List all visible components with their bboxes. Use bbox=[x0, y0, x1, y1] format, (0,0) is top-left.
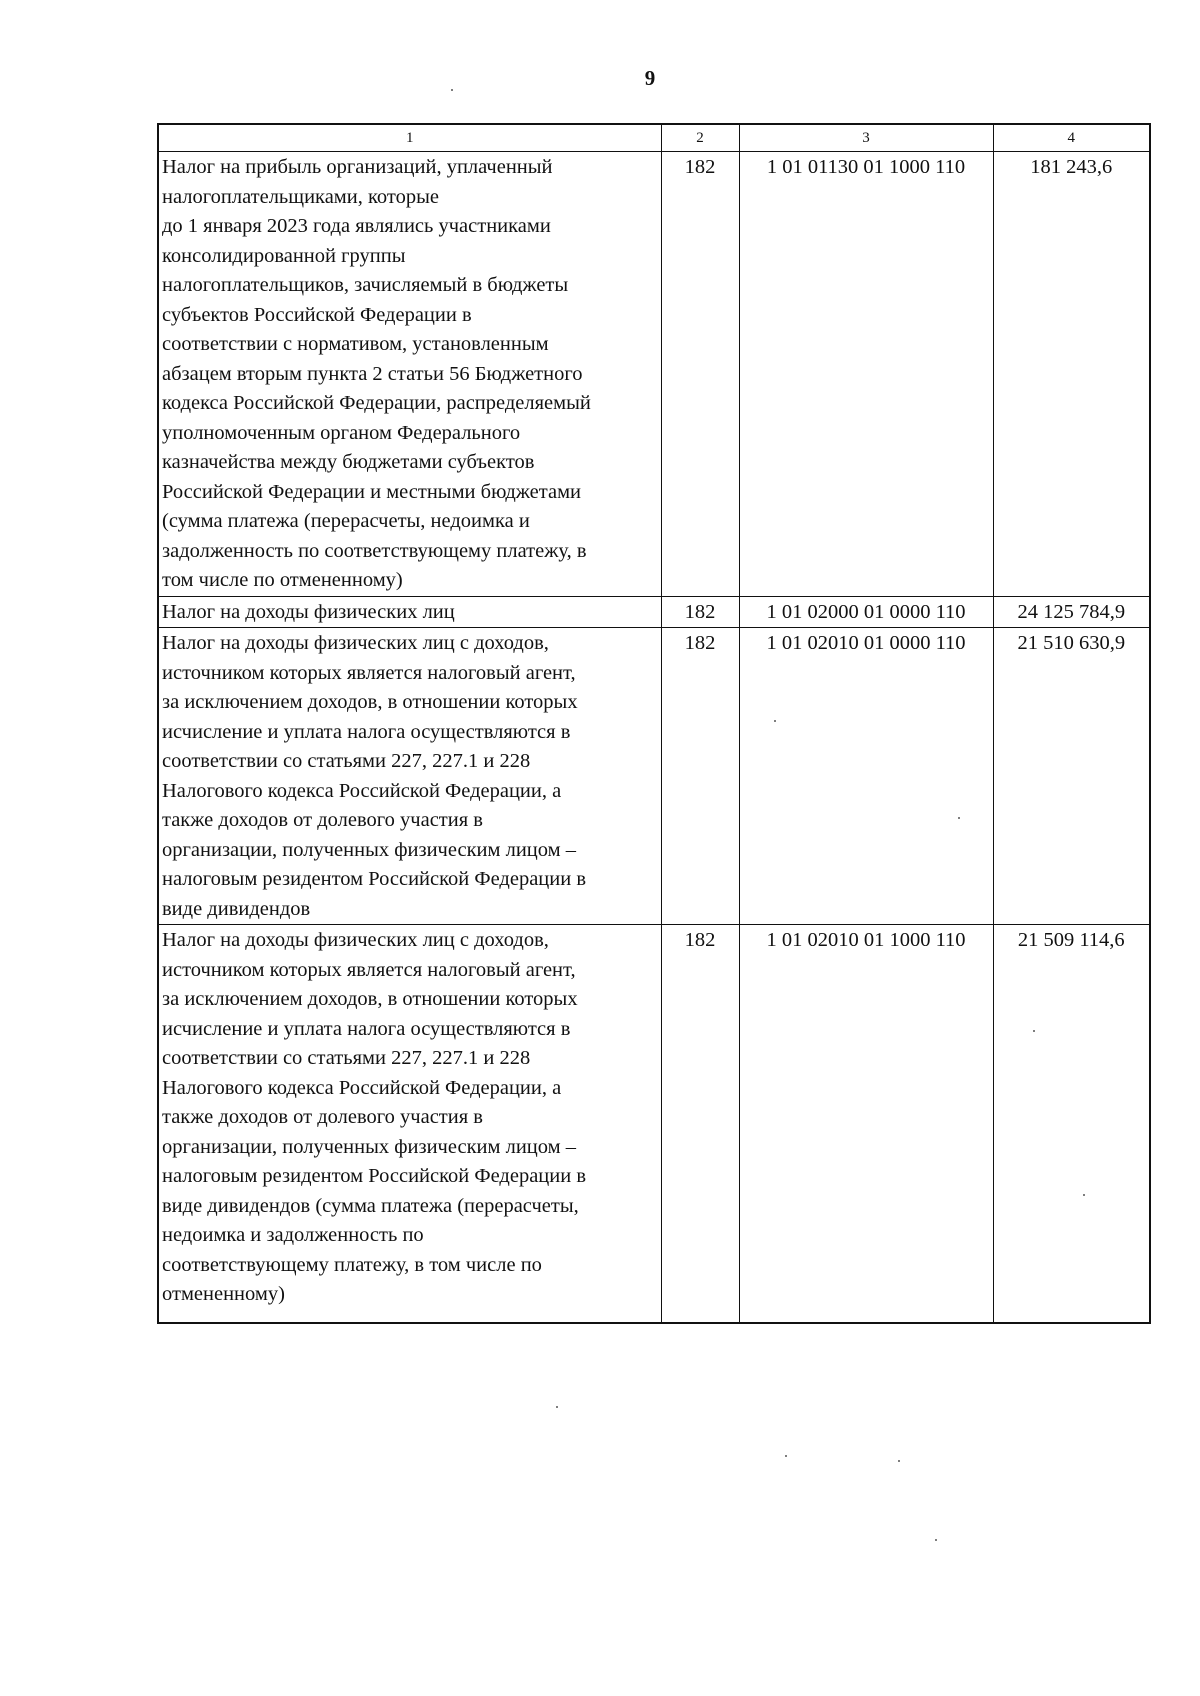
admin-code-cell: 182 bbox=[661, 152, 739, 597]
revenue-name-cell: Налог на доходы физических лиц bbox=[158, 596, 661, 628]
kbk-code-cell: 1 01 02010 01 1000 110 bbox=[739, 925, 993, 1324]
revenue-name-cell: Налог на прибыль организаций, уплаченный налогоплательщиками, которые до 1 января 2023 года являлись участниками консолидированной группы налогоплательщиков, зачисляемый в бюджеты субъектов Российской Федерации в соответствии с нормативом, установленным абзацем вторым пункта 2 статьи 56 Бюджетного кодекса Российской Федерации, распределяемый уполномоченным органом Федерального казначейства между бюджетами субъектов Российской Федерации и местными бюджетами (сумма платежа (перерасчеты, недоимка и задолженность по соответствующему платежу, в том числе по отмененному) bbox=[158, 152, 661, 597]
column-header-3: 3 bbox=[739, 124, 993, 152]
column-header-4: 4 bbox=[993, 124, 1150, 152]
scan-speck bbox=[935, 1539, 937, 1541]
amount-cell: 21 510 630,9 bbox=[993, 628, 1150, 925]
scan-speck bbox=[556, 1406, 558, 1408]
admin-code-cell: 182 bbox=[661, 628, 739, 925]
amount-cell: 24 125 784,9 bbox=[993, 596, 1150, 628]
scan-speck bbox=[898, 1460, 900, 1462]
kbk-code-cell: 1 01 02000 01 0000 110 bbox=[739, 596, 993, 628]
admin-code-cell: 182 bbox=[661, 596, 739, 628]
scan-speck bbox=[1083, 1194, 1085, 1196]
amount-cell: 21 509 114,6 bbox=[993, 925, 1150, 1324]
table-row bbox=[158, 628, 1150, 925]
kbk-code-cell: 1 01 02010 01 0000 110 bbox=[739, 628, 993, 925]
admin-code-cell: 182 bbox=[661, 925, 739, 1324]
kbk-code-cell: 1 01 01130 01 1000 110 bbox=[739, 152, 993, 597]
scan-speck bbox=[785, 1455, 787, 1457]
column-header-1: 1 bbox=[158, 124, 661, 152]
revenue-name-cell: Налог на доходы физических лиц с доходов, источником которых является налоговый агент, за исключением доходов, в отношении которых исчисление и уплата налога осуществляются в соответствии со статьями 227, 227.1 и 228 Налогового кодекса Российской Федерации, а также доходов от долевого участия в организации, полученных физическим лицом – налоговым резидентом Российской Федерации в виде дивидендов bbox=[158, 628, 661, 925]
table-header-row bbox=[158, 124, 1150, 152]
table-row bbox=[158, 925, 1150, 1324]
scan-speck bbox=[774, 720, 776, 722]
page-number: 9 bbox=[644, 66, 656, 90]
amount-cell: 181 243,6 bbox=[993, 152, 1150, 597]
table-row bbox=[158, 152, 1150, 597]
revenue-name-cell: Налог на доходы физических лиц с доходов, источником которых является налоговый агент, за исключением доходов, в отношении которых исчисление и уплата налога осуществляются в соответствии со статьями 227, 227.1 и 228 Налогового кодекса Российской Федерации, а также доходов от долевого участия в организации, полученных физическим лицом – налоговым резидентом Российской Федерации в виде дивидендов (сумма платежа (перерасчеты, недоимка и задолженность по соответствующему платежу, в том числе по отмененному) bbox=[158, 925, 661, 1324]
scan-speck bbox=[958, 817, 960, 819]
scan-speck bbox=[451, 89, 453, 91]
budget-revenue-table bbox=[157, 123, 1151, 1324]
table-row bbox=[158, 596, 1150, 628]
scan-speck bbox=[1033, 1030, 1035, 1032]
column-header-2: 2 bbox=[661, 124, 739, 152]
